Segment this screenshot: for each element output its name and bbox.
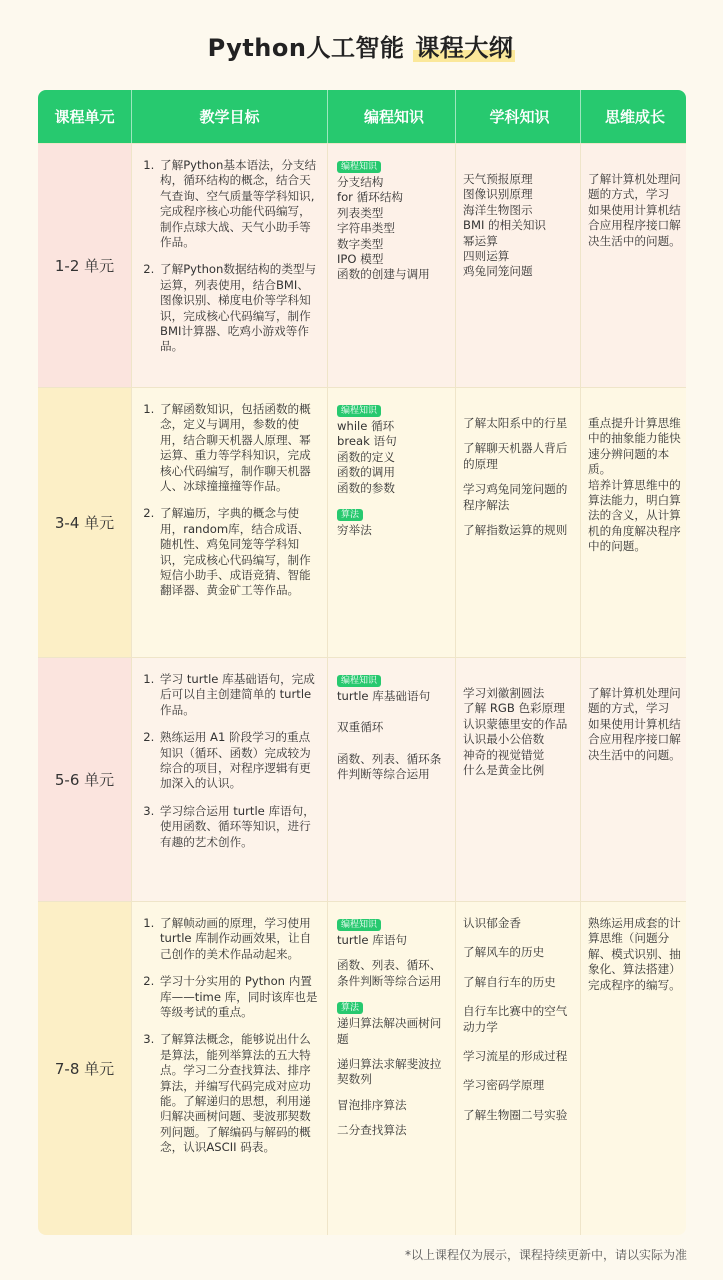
- goal-item: 2. 了解Python数据结构的类型与运算，列表使用，结合BMI、图像识别、梯度电价等学科知识，完成核心代码编写，制作BMI计算器、吃鸡小游戏等作品。: [158, 262, 319, 354]
- programming-item: 函数、列表、循环条件判断等综合运用: [337, 751, 442, 782]
- goal-item: 1. 了解帧动画的原理，学习使用 turtle 库制作动画效果，让自己创作的美术作品动起来。: [158, 916, 319, 962]
- subject-cell: [456, 144, 581, 387]
- table-row: [38, 657, 686, 901]
- subject-item: 鸡兔同笼问题: [463, 264, 533, 279]
- goals-cell: [132, 388, 328, 657]
- programming-cell: [328, 902, 456, 1235]
- algorithm-tag: 算法: [337, 1002, 363, 1014]
- programming-item: turtle 库基础语句: [337, 689, 431, 703]
- programming-cell: [328, 658, 456, 901]
- page-title: [0, 28, 723, 63]
- header-unit: 课程单元: [38, 90, 132, 143]
- footnote: *以上课程仅为展示，课程持续更新中，请以实际为准: [404, 1248, 687, 1262]
- table-row: [38, 901, 686, 1235]
- goal-item: 2. 学习十分实用的 Python 内置库——time 库，同时该库也是等级考试的重点。: [158, 974, 319, 1020]
- algorithm-item: 冒泡排序算法: [337, 1097, 407, 1112]
- programming-tag: 编程知识: [337, 919, 381, 931]
- growth-item: 培养计算思维中的算法能力，明白算法的含义，从计算机的角度解决程序中的问题。: [588, 477, 681, 554]
- title-highlight: 课程大纲: [415, 34, 514, 62]
- goal-item: 2. 熟练运用 A1 阶段学习的重点知识（循环、函数）完成较为综合的项目，对程序逻辑有更加深入的认识。: [158, 730, 319, 792]
- programming-item: break 语句: [337, 434, 397, 449]
- programming-item: turtle 库语句: [337, 933, 408, 947]
- programming-tag: 编程知识: [337, 675, 381, 687]
- goal-item: 3. 了解算法概念，能够说出什么是算法，能列举算法的五大特点。学习二分查找算法、排序算法，并编写代码完成对应功能。了解递归的思想，利用递归解决画树问题、斐波那契数列问题。了解编码与解码的概念，认识ASCII 码表。: [158, 1032, 319, 1155]
- curriculum-table: [38, 90, 686, 1235]
- algorithm-item: 二分查找算法: [337, 1123, 407, 1138]
- subject-item: 认识蒙德里安的作品: [463, 716, 568, 731]
- growth-item: 熟练运用成套的计算思维（问题分解、模式识别、抽象化、算法搭建）完成程序的编写。: [588, 916, 681, 992]
- goal-item: 3. 学习综合运用 turtle 库语句，使用函数、循环等知识，进行有趣的艺术创作。: [158, 804, 319, 850]
- subject-item: 什么是黄金比例: [463, 763, 545, 778]
- programming-item: 函数的创建与调用: [337, 267, 430, 282]
- subject-cell: [456, 658, 581, 901]
- subject-item: 图像识别原理: [463, 187, 533, 202]
- subject-item: 四则运算: [463, 249, 510, 264]
- growth-item: 如果使用计算机结合应用程序接口解决生活中的问题。: [588, 202, 681, 248]
- unit-cell: 1-2 单元: [38, 144, 132, 387]
- programming-tag: 编程知识: [337, 405, 381, 417]
- subject-item: 自行车比赛中的空气动力学: [463, 1004, 568, 1034]
- unit-cell: 5-6 单元: [38, 658, 132, 901]
- goal-item: 1. 学习 turtle 库基础语句，完成后可以自主创建简单的 turtle 作品。: [158, 672, 319, 718]
- programming-item: 数字类型: [337, 236, 384, 251]
- subject-item: 了解自行车的历史: [463, 974, 556, 989]
- algorithm-item: 穷举法: [337, 523, 372, 538]
- growth-cell: [581, 658, 686, 901]
- programming-cell: [328, 144, 456, 387]
- table-header: [38, 90, 686, 143]
- subject-cell: [456, 902, 581, 1235]
- subject-item: 海洋生物图示: [463, 202, 533, 217]
- algorithm-tag: 算法: [337, 509, 363, 521]
- subject-item: 了解 RGB 色彩原理: [463, 701, 565, 716]
- subject-cell: [456, 388, 581, 657]
- subject-item: 神奇的视觉错觉: [463, 747, 545, 762]
- subject-item: BMI 的相关知识: [463, 218, 547, 233]
- title-main: Python人工智能: [207, 34, 414, 62]
- subject-item: 认识郁金香: [463, 916, 521, 930]
- programming-tag: 编程知识: [337, 161, 381, 173]
- unit-cell: 7-8 单元: [38, 902, 132, 1235]
- programming-item: 函数的调用: [337, 465, 395, 480]
- programming-item: 字符串类型: [337, 221, 395, 236]
- subject-item: 学习流星的形成过程: [463, 1049, 568, 1064]
- goals-cell: [132, 144, 328, 387]
- growth-cell: [581, 388, 686, 657]
- subject-item: 了解太阳系中的行星: [463, 416, 568, 430]
- subject-item: 了解生物圈二号实验: [463, 1107, 568, 1122]
- goals-cell: [132, 902, 328, 1235]
- subject-item: 学习刘徽割圆法: [463, 686, 545, 700]
- header-programming: 编程知识: [328, 90, 456, 143]
- header-growth: 思维成长: [604, 108, 665, 126]
- goal-item: 2. 了解遍历，字典的概念与使用，random库，结合成语、随机性、鸡兔同笼等学科知识，完成核心代码编写，制作短信小助手、成语竞猜、智能翻译器、黄金矿工等作品。: [158, 506, 319, 598]
- programming-item: while 循环: [337, 419, 395, 433]
- growth-cell: [581, 144, 686, 387]
- subject-item: 认识最小公倍数: [463, 732, 545, 747]
- growth-cell: [581, 902, 686, 1235]
- programming-item: 函数的定义: [337, 449, 395, 464]
- programming-item: 函数的参数: [337, 480, 395, 495]
- programming-item: for 循环结构: [337, 190, 404, 205]
- growth-item: 如果使用计算机结合应用程序接口解决生活中的问题。: [588, 716, 681, 762]
- programming-cell: [328, 388, 456, 657]
- programming-item: 分支结构: [337, 175, 384, 189]
- subject-item: 了解聊天机器人背后的原理: [463, 441, 568, 471]
- subject-item: 学习鸡兔同笼问题的程序解法: [463, 482, 568, 512]
- subject-item: 天气预报原理: [463, 172, 533, 186]
- header-goals: 教学目标: [132, 90, 328, 143]
- subject-item: 了解指数运算的规则: [463, 523, 568, 538]
- goal-item: 1. 了解函数知识，包括函数的概念，定义与调用，参数的使用，结合聊天机器人原理、幂运算、重力等学科知识，完成核心代码编写，制作聊天机器人、冰球撞撞撞等作品。: [158, 402, 319, 494]
- table-row: [38, 387, 686, 657]
- subject-item: 学习密码学原理: [463, 1078, 545, 1093]
- algorithm-item: 递归算法求解斐波拉契数列: [337, 1057, 442, 1087]
- programming-item: 双重循环: [337, 720, 384, 735]
- algorithm-item: 递归算法解决画树问题: [337, 1016, 442, 1046]
- goals-cell: [132, 658, 328, 901]
- programming-item: 列表类型: [337, 205, 384, 220]
- goal-item: 1. 了解Python基本语法，分支结构，循环结构的概念，结合天气查询、空气质量等学科知识,完成程序核心功能代码编写，制作点球大战、天气小助手等作品。: [158, 158, 319, 250]
- subject-item: 幂运算: [463, 233, 498, 248]
- programming-item: 函数、列表、循环、条件判断等综合运用: [337, 958, 442, 988]
- growth-item: 了解计算机处理问题的方式，学习: [588, 172, 681, 202]
- header-subject: 学科知识: [456, 90, 581, 143]
- growth-item: 重点提升计算思维中的抽象能力能快速分辨问题的本质。: [588, 416, 681, 477]
- programming-item: IPO 模型: [337, 252, 384, 267]
- subject-item: 了解风车的历史: [463, 945, 545, 960]
- growth-item: 了解计算机处理问题的方式，学习: [588, 686, 681, 716]
- table-row: [38, 143, 686, 387]
- unit-cell: 3-4 单元: [38, 388, 132, 657]
